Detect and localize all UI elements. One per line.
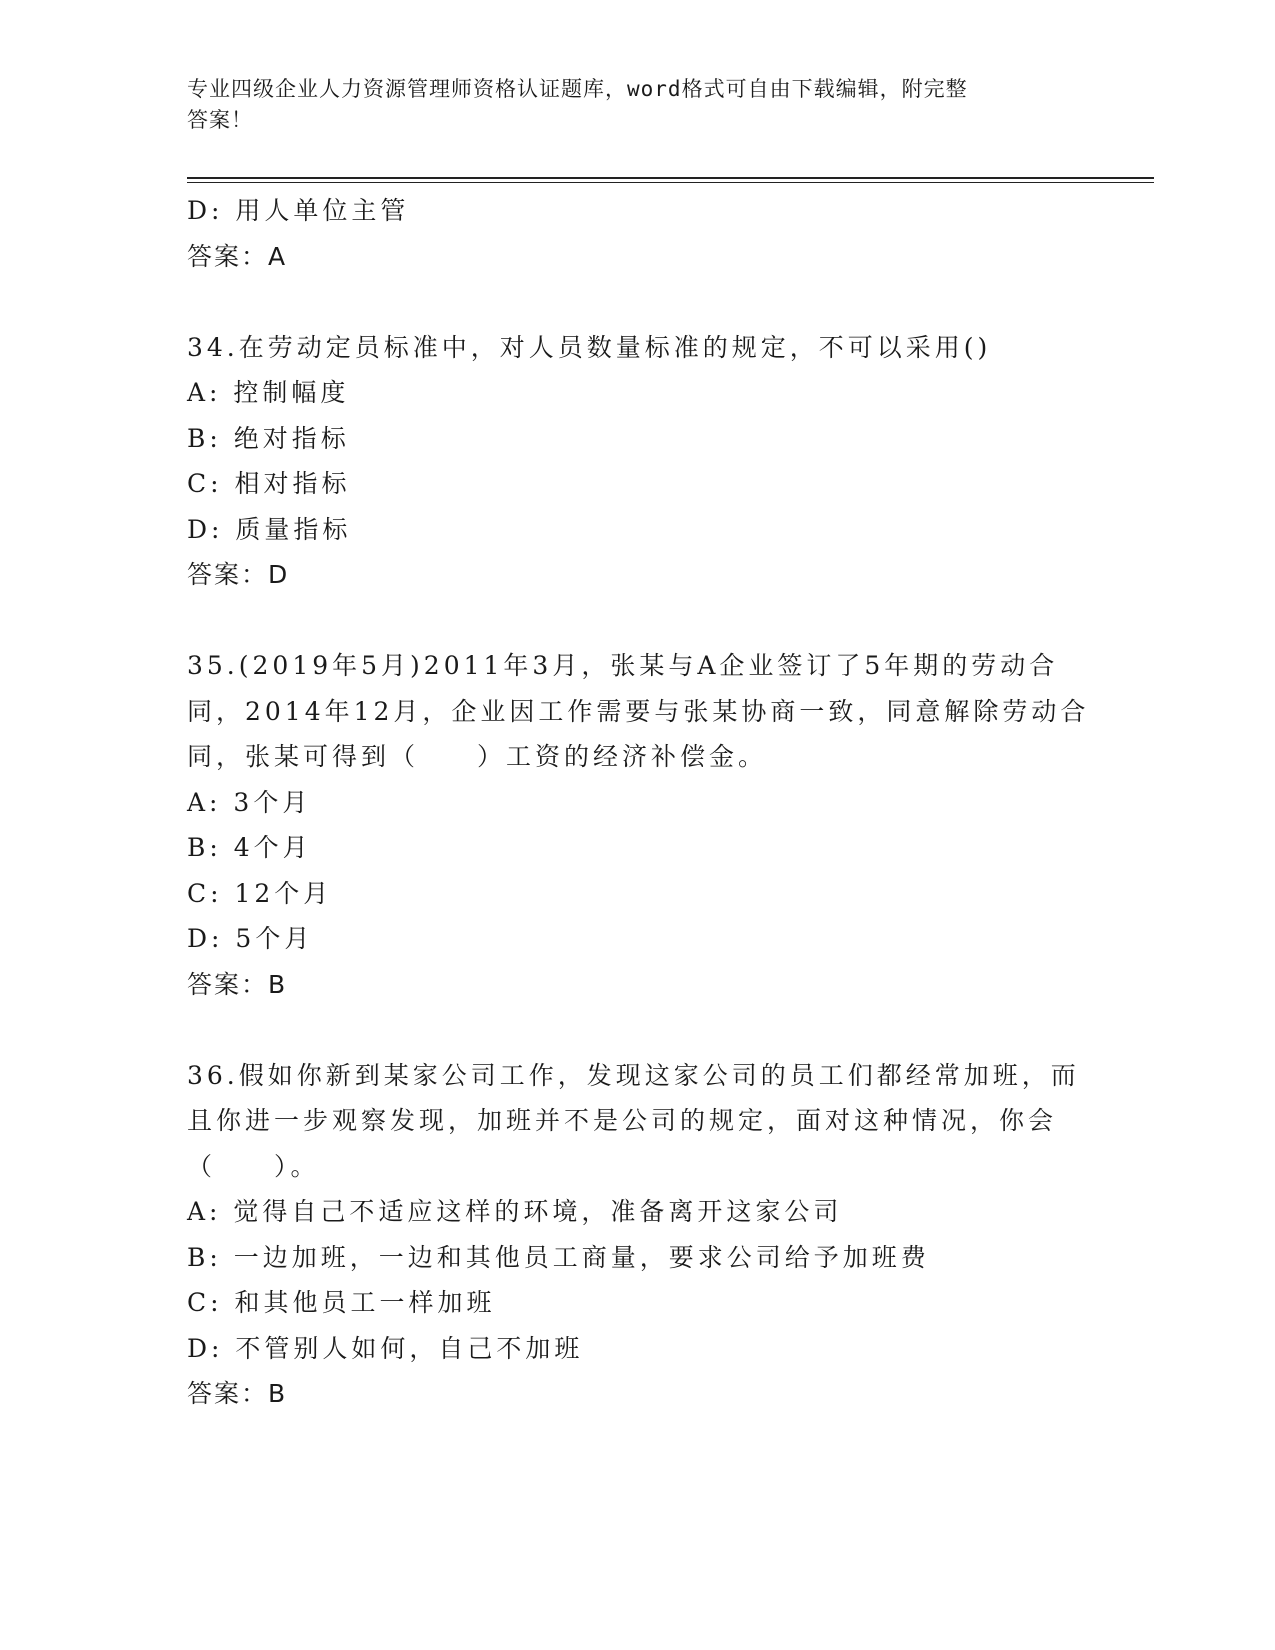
spacer [187, 279, 1087, 325]
question-36 [187, 1053, 1087, 1417]
option-d: D: 不管别人如何，自己不加班 [187, 1333, 584, 1363]
question-34 [187, 325, 1087, 598]
option-c: C: 相对指标 [187, 469, 351, 498]
option-d: D: 5个月 [187, 924, 314, 953]
option-a: A: 觉得自己不适应这样的环境，准备离开这家公司 [187, 1197, 843, 1226]
question-text-line: 35.(2019年5月)2011年3月，张某与A企业签订了5年期的劳动合 [187, 651, 1059, 680]
question-text-line: 同，2014年12月，企业因工作需要与张某协商一致，同意解除劳动合 [187, 696, 1090, 726]
option-a: A: 控制幅度 [187, 378, 350, 407]
option-b: B: 4个月 [187, 833, 312, 862]
prev-option-d: D: 用人单位主管 [187, 196, 410, 225]
question-text-line: 34.在劳动定员标准中，对人员数量标准的规定，不可以采用() [187, 332, 992, 362]
spacer [187, 598, 1087, 644]
header-line-1: 专业四级企业人力资源管理师资格认证题库，word格式可自由下载编辑，附完整 [187, 77, 968, 101]
header-rule-thick [187, 177, 1154, 179]
question-35 [187, 643, 1090, 1007]
prev-answer: 答案：A [187, 241, 288, 271]
option-b: B: 一边加班，一边和其他员工商量，要求公司给予加班费 [187, 1242, 930, 1272]
document-body [187, 188, 1090, 1417]
header-rule-thin [187, 182, 1154, 183]
header-line-2: 答案！ [187, 108, 253, 132]
question-text-line: 同，张某可得到（ ）工资的经济补偿金。 [187, 742, 768, 771]
option-b: B: 绝对指标 [187, 423, 350, 453]
option-c: C: 12个月 [187, 878, 333, 908]
answer: 答案：B [187, 1379, 288, 1408]
option-c: C: 和其他员工一样加班 [187, 1288, 496, 1317]
option-a: A: 3个月 [187, 787, 312, 817]
answer: 答案：D [187, 560, 290, 589]
question-text-line: 且你进一步观察发现，加班并不是公司的规定，面对这种情况，你会 [187, 1106, 1058, 1135]
option-d: D: 质量指标 [187, 514, 352, 544]
page-header [187, 74, 1067, 136]
question-text-line: 36.假如你新到某家公司工作，发现这家公司的员工们都经常加班，而 [187, 1060, 1080, 1090]
answer: 答案：B [187, 969, 288, 999]
spacer [187, 1007, 1087, 1053]
question-text-line: （ ）。 [187, 1151, 320, 1181]
